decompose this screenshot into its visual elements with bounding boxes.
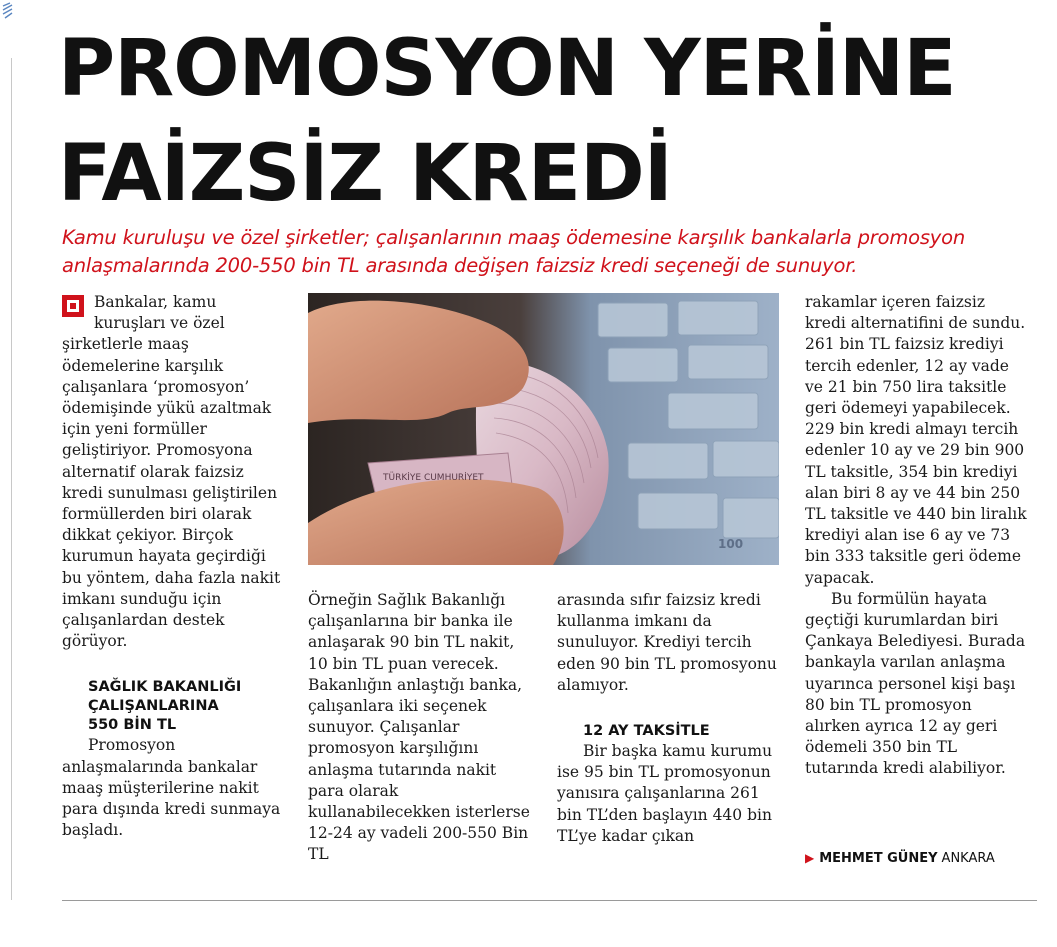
column-4-paragraph: rakamlar içeren faizsiz kredi alternatifini de sundu. 261 bin TL faizsiz krediyi tercih edenler, 12 ay vade ve 21 bin 750 lira taksitle geri ödemeyi yapabilecek. 229 bin kredi almayı tercih edenler 10 ay ve 29 bin 900 TL taksitle, 354 bin krediyi alan biri 8 ay ve 44 bin 250 TL taksitle ve 440 bin liralık krediyi alan ise 6 ay ve 73 bin 333 taksitle geri ödeme yapacak.	[805, 293, 1027, 587]
column-3-paragraph: arasında sıfır faizsiz kredi kullanma imkanı da sunuluyor. Krediyi tercih eden 90 bin TL promosyonu alamıyor.	[557, 591, 777, 694]
column-2-paragraph: Örneğin Sağlık Bakanlığı çalışanlarına bir banka ile anlaşarak 90 bin TL nakit, 10 bin TL puan verecek. Bakanlığın anlaştığı banka, çalışanlara iki seçenek sunuyor. Çalışanlar promosyon karşılığını anlaşma tutarında nakit para olarak kullanabilecekken isterlerse 12-24 ay vadeli 200-550 Bin TL	[308, 591, 530, 864]
byline-city: ANKARA	[941, 851, 995, 866]
column-3-paragraph-2: Bir başka kamu kurumu ise 95 bin TL promosyonun yanısıra çalışanlarına 261 bin TL’den başlayın 440 bin TL’ye kadar çıkan	[557, 742, 773, 845]
corner-hatch-mark	[2, 2, 14, 20]
article-column-2	[308, 590, 530, 866]
article-column-1	[62, 292, 284, 841]
headline-line-2: FAİZSİZ KREDİ	[58, 129, 672, 219]
play-triangle-icon: ▶	[805, 851, 815, 865]
headline-line-1: PROMOSYON YERİNE	[58, 24, 956, 114]
left-margin-rule	[11, 58, 12, 900]
article-column-4	[805, 292, 1027, 780]
article-column-3	[557, 590, 779, 847]
lead-paragraph: Bankalar, kamu kuruşları ve özel şirketlerle maaş ödemelerine karşılık çalışanlara ‘promosyon’ ödemişinde yükü azaltmak için yeni formüller geliştiriyor. Promosyona alternatif olarak faizsiz kredi sunulması geliştirilen formüllerden biri olarak dikkat çekiyor. Birçok kurumun hayata geçirdiği bu yöntem, daha fazla nakit imkanı sunduğu için çalışanlardan destek görüyor.	[62, 293, 281, 651]
paragraph-2: Promosyon anlaşmalarında bankalar maaş müşterilerine nakit para dışında kredi sunmaya başladı.	[62, 736, 281, 840]
column-4-paragraph-2: Bu formülün hayata geçtiği kurumlardan biri Çankaya Belediyesi. Burada bankayla varılan anlaşma uyarınca personel kişi başı 80 bin TL promosyon alırken ayrıca 12 ay geri ödemeli 350 bin TL tutarında kredi alabiliyor.	[805, 589, 1026, 778]
section-subtitle-12-ay: 12 AY TAKSİTLE	[583, 723, 710, 740]
bottom-rule	[62, 900, 1037, 901]
byline	[805, 850, 995, 867]
banknote-text: TÜRKİYE CUMHURİYET	[383, 473, 484, 483]
section-subtitle-line-2: ÇALIŞANLARINA	[88, 698, 219, 715]
section-subtitle-line-1: SAĞLIK BAKANLIĞI	[88, 679, 242, 696]
note-denomination-label: 100	[718, 537, 744, 551]
red-square-bullet-icon	[62, 295, 84, 317]
article-photo	[308, 293, 779, 565]
article-subhead: Kamu kuruluşu ve özel şirketler; çalışanlarının maaş ödemesine karşılık bankalarla promosyon anlaşmalarında 200-550 bin TL arasında değişen faizsiz kredi seçeneği de sunuyor.	[62, 226, 966, 277]
byline-author: MEHMET GÜNEY	[819, 851, 938, 866]
section-subtitle-line-3: 550 BİN TL	[88, 717, 177, 734]
